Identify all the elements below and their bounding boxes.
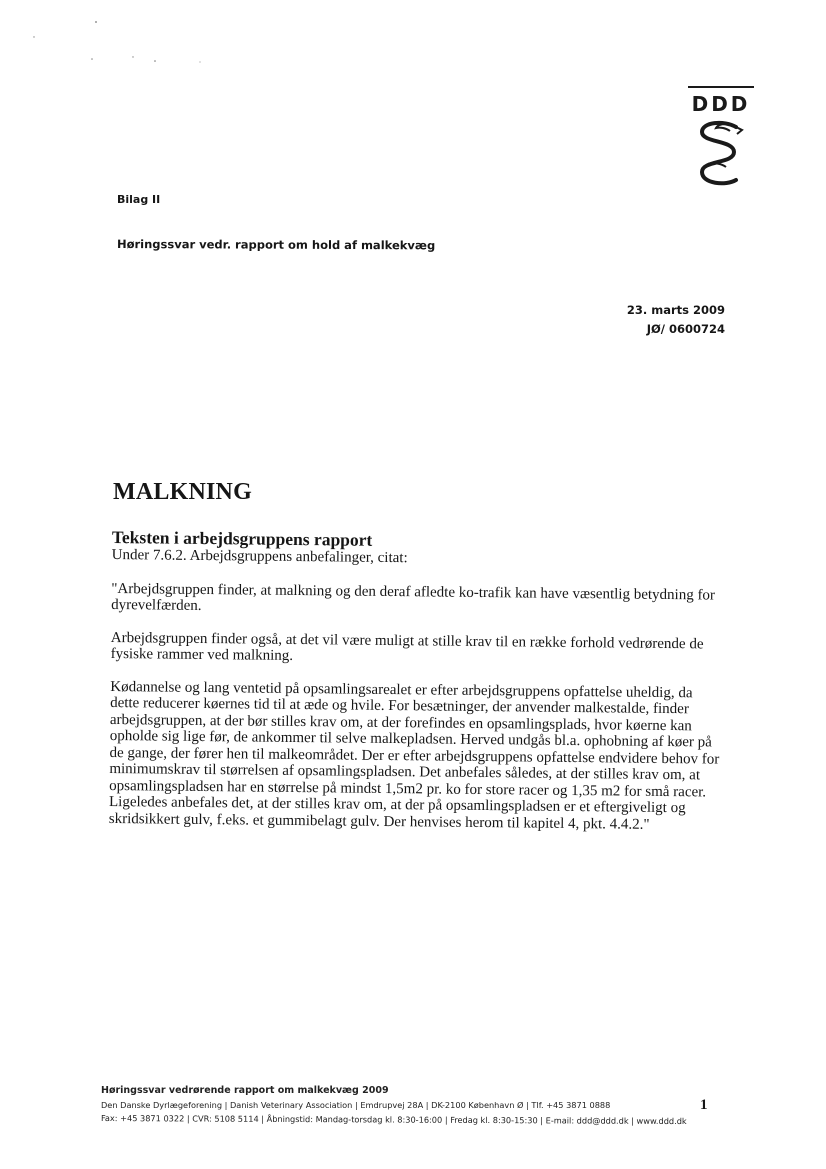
page-title: MALKNING <box>113 479 252 505</box>
footer-contact-line: Fax: +45 3871 0322 | CVR: 5108 5114 | Åbningstid: Mandag-torsdag kl. 8:30-16:00 | Fredag kl. 8:30-15:30 | E-mail: ddd@ddd.dk | www.ddd.dk <box>100 1113 687 1127</box>
reference-number: JØ/ 0600724 <box>646 322 725 336</box>
ddd-logo <box>686 86 758 196</box>
footer <box>100 1085 717 1127</box>
footer-title: Høringssvar vedrørende rapport om malkekvæg 2009 <box>101 1085 389 1096</box>
letter-date: 23. marts 2009 <box>626 303 725 317</box>
quote-paragraph-2: Arbejdsgruppen finder også, at det vil være muligt at stille krav til en række forhold vedrørende de fysiske rammer ved malkning. <box>110 629 704 664</box>
section-intro: Under 7.6.2. Arbejdsgruppens anbefalinger, citat: <box>111 546 408 567</box>
page-number: 1 <box>700 1097 708 1113</box>
date-block <box>627 301 725 339</box>
document-subject: Høringssvar vedr. rapport om hold af malkekvæg <box>116 237 436 253</box>
document-body <box>109 528 727 834</box>
footer-address-line: Den Danske Dyrlægeforening | Danish Veterinary Association | Emdrupvej 28A | DK-2100 København Ø | Tlf. +45 3871 0888 <box>101 1100 611 1110</box>
logo-bar <box>688 86 754 88</box>
quote-paragraph-3: Kødannelse og lang ventetid på opsamlingsarealet er efter arbejdsgruppens opfattelse uheldig, da dette reducerer køernes tid til at æde og hvile. For besætninger, der anvender malkestalde, finder arbejdsgruppen, at der bør stilles krav om, at der forefindes en opsamlingsplads, hvor køerne kan opholde sig lige før, de ankommer til selve malkepladsen. Herved undgås bl.a. ophobning af køer på de gange, der fører hen til malkeområdet. Der er efter arbejdsgruppens opfattelse endvidere behov for minimumskrav til størrelsen af opsamlingspladsen. Det anbefales således, at der stilles krav om, at opsamlingspladsen har en størrelse på mindst 1,5m2 pr. ko for store racer og 1,35 m2 for små racer. Ligeledes anbefales det, at der stilles krav om, at der på opsamlingspladsen er et eftergiveligt og skridsikkert gulv, f.eks. et gummibelagt gulv. Der henvises herom til kapitel 4, pkt. 4.4.2." <box>108 678 720 833</box>
scan-specks <box>0 0 260 80</box>
logo-text: DDD <box>691 92 751 116</box>
quote-paragraph-1: "Arbejdsgruppen finder, at malkning og den deraf afledte ko-trafik kan have væsentlig betydning for dyrevelfærden. <box>111 580 716 614</box>
section-heading: Teksten i arbejdsgruppens rapport <box>111 527 373 550</box>
snake-emblem-icon <box>696 120 748 192</box>
attachment-label: Bilag II <box>117 193 161 206</box>
